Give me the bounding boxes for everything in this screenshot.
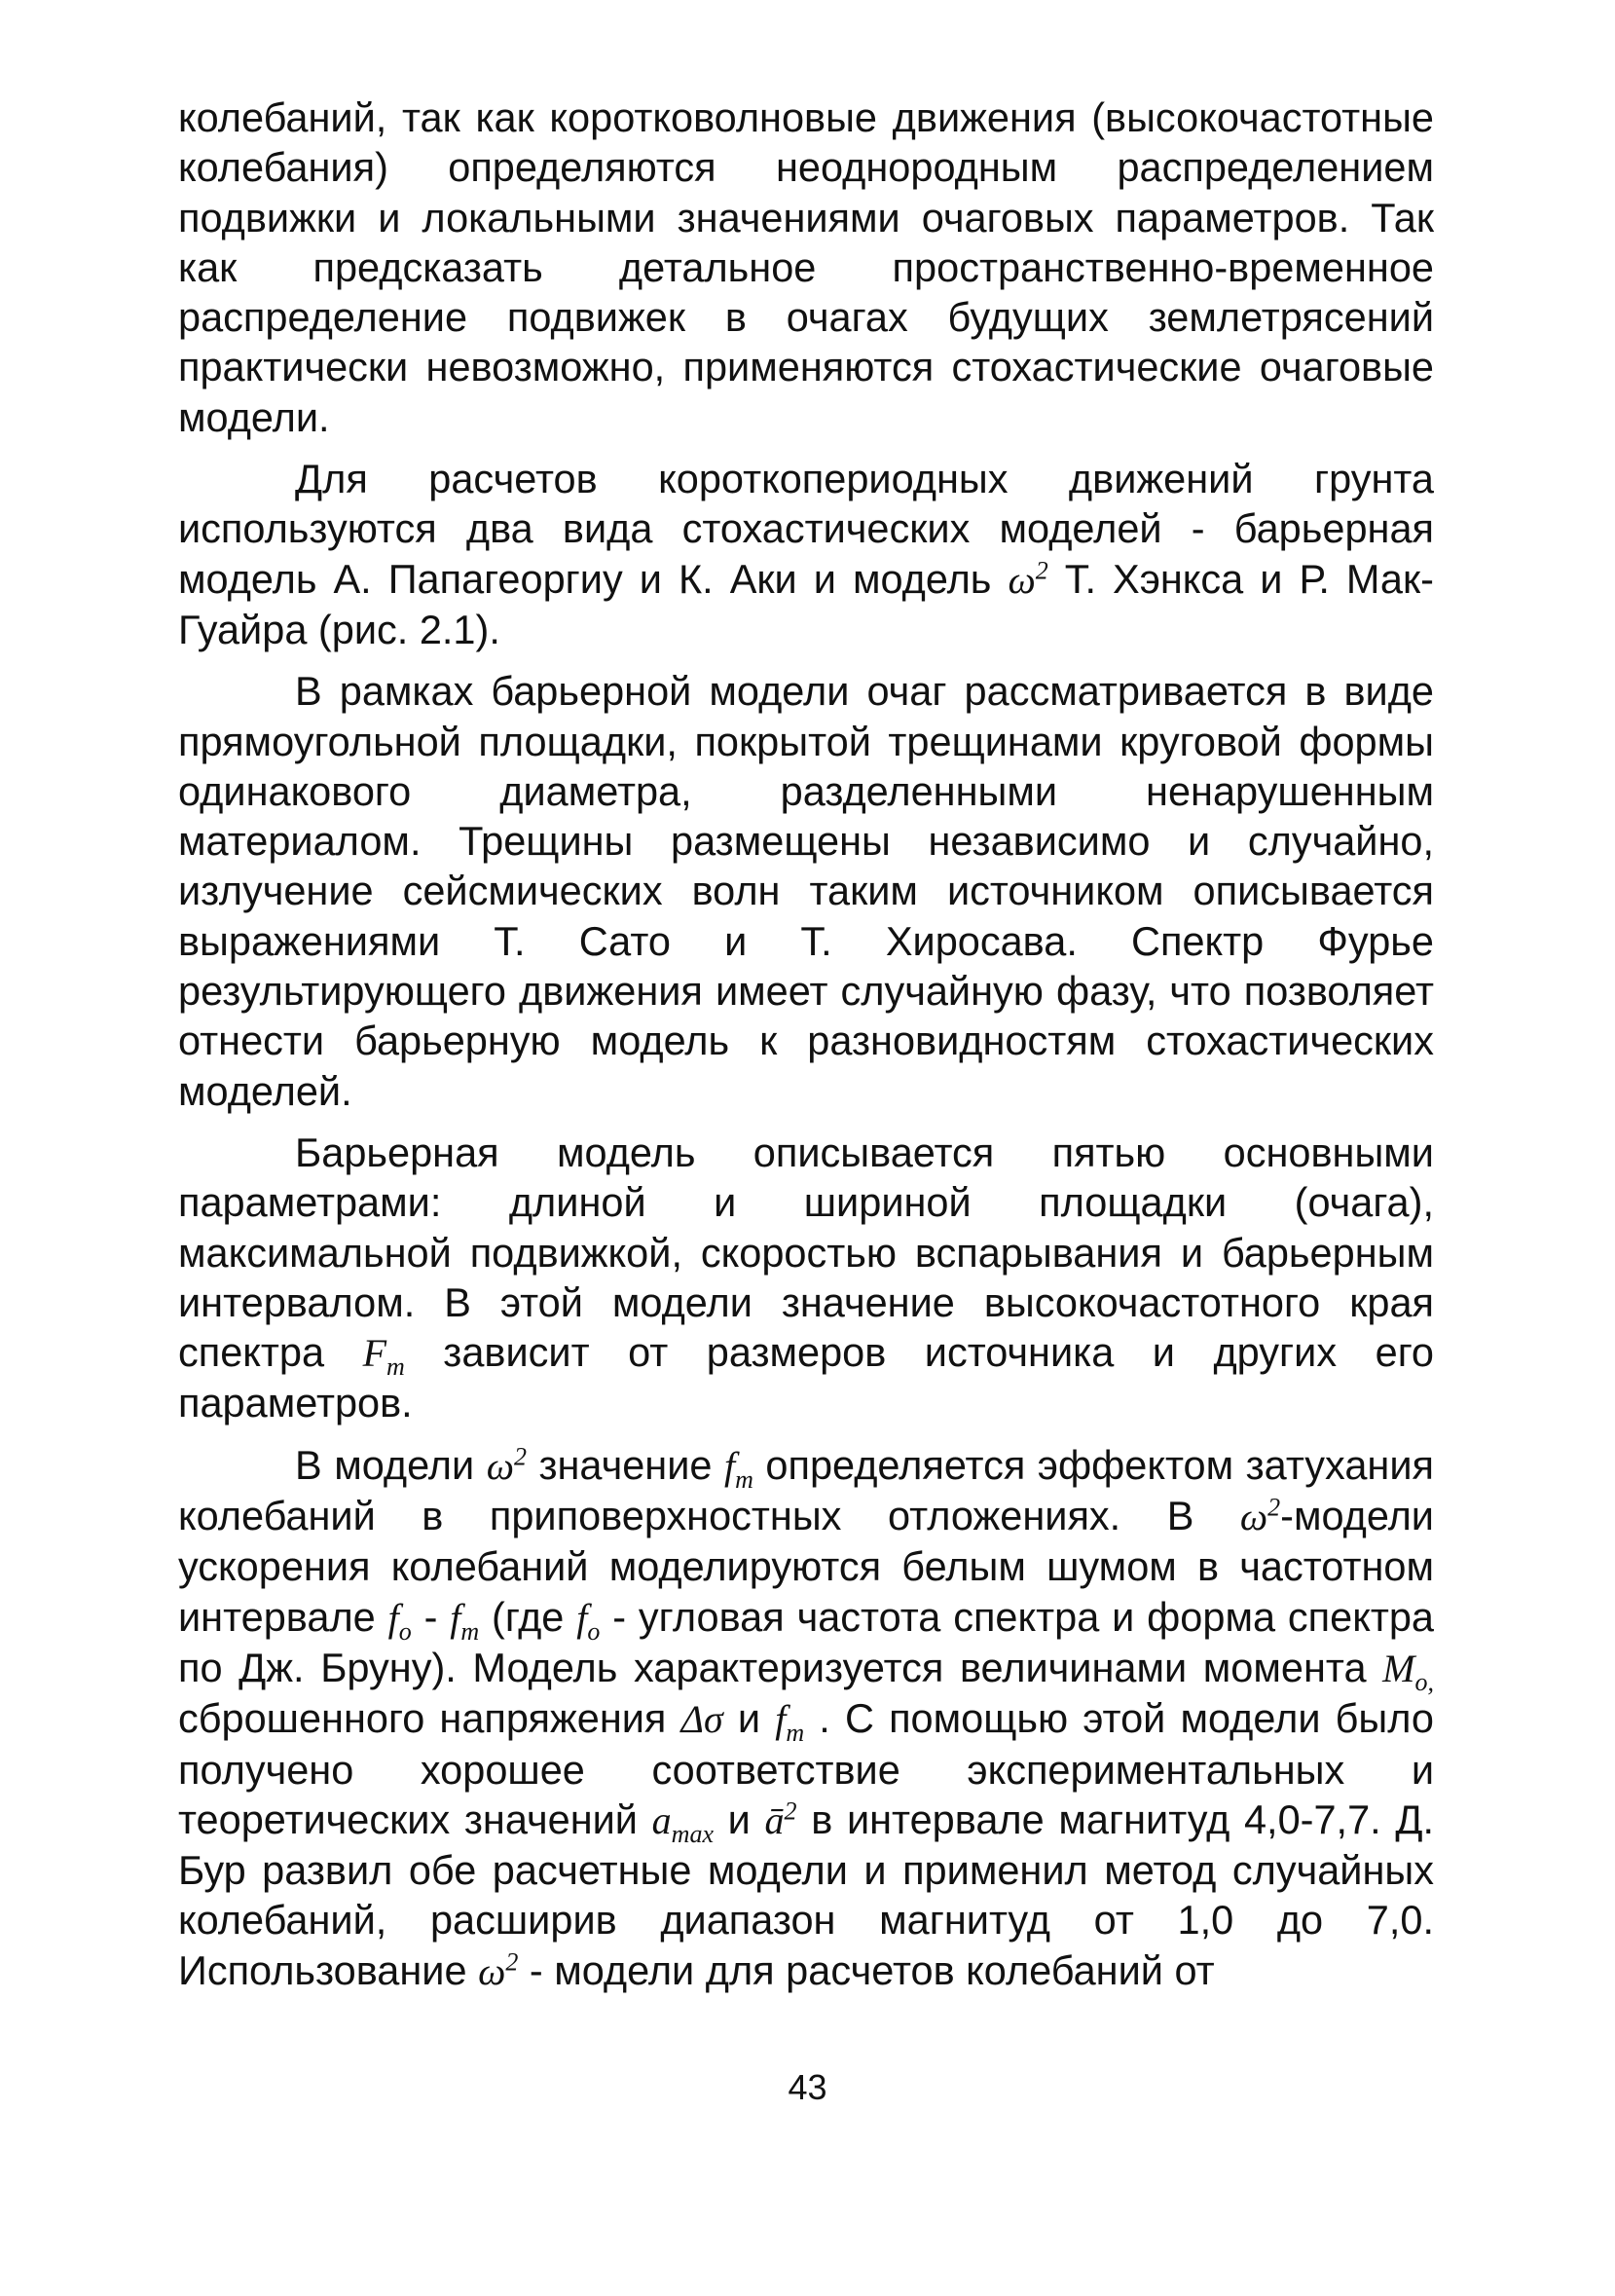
math-base: f — [775, 1697, 787, 1742]
math-symbol — [724, 1443, 753, 1494]
math-superscript: 2 — [1267, 1493, 1281, 1522]
math-symbol — [765, 1798, 797, 1842]
math-symbol — [487, 1444, 527, 1488]
math-subscript: m — [786, 1719, 805, 1748]
math-subscript: m — [460, 1616, 480, 1646]
text-run: колебаний, так как коротковолновые движения (высокочастотные колебания) определяются неоднородным распределением подвижки и локальными значениями очаговых параметров. Так как предсказать детальное пространственно-временное распределение подвижек в очагах будущих землетрясений практически невозможно, применяются стохастические очаговые модели. — [178, 94, 1434, 440]
math-symbol — [775, 1697, 805, 1748]
text-run: и — [722, 1695, 776, 1742]
math-subscript: max — [671, 1819, 714, 1848]
text-run: - модели для расчетов колебаний от — [518, 1946, 1215, 1993]
math-symbol — [576, 1595, 601, 1646]
body-text — [178, 93, 1434, 1996]
text-run: зависит от размеров источника и других его параметров. — [178, 1329, 1434, 1426]
math-base: f — [387, 1595, 399, 1640]
math-subscript: o, — [1414, 1667, 1434, 1696]
math-base: a — [651, 1797, 672, 1842]
text-run: . С помощью этой модели было получено хорошее соответствие экспериментальных и теоретических значений — [178, 1695, 1434, 1842]
math-subscript: o — [587, 1616, 601, 1646]
paragraph — [178, 666, 1434, 1116]
page-number: 43 — [788, 2067, 827, 2107]
text-run: - угловая частота спектра и форма спектра по Дж. Бруну). Модель характеризуется величинами момента — [178, 1593, 1435, 1690]
text-run: В модели — [295, 1441, 487, 1488]
math-base: M — [1382, 1646, 1415, 1690]
text-run: -модели ускорения колебаний моделируются белым шумом в частотном интервале — [178, 1493, 1434, 1640]
paragraph — [178, 93, 1434, 442]
text-run: Для расчетов короткопериодных движений грунта используются два вида стохастических моделей - барьерная модель А. Папагеоргиу и К. Аки и модель — [178, 456, 1434, 602]
text-run: (где — [479, 1593, 577, 1640]
math-symbol — [1240, 1495, 1280, 1538]
text-run: в интервале магнитуд 4,0-7,7. Д. Бур развил обе расчетные модели и применил метод случайных колебаний, расширив диапазон магнитуд от 1,0 до 7,0. Использование — [178, 1796, 1435, 1993]
text-run: определяется эффектом затухания колебаний в приповерхностных отложениях. В — [178, 1441, 1434, 1539]
math-superscript: 2 — [513, 1442, 527, 1471]
math-symbol — [362, 1331, 405, 1382]
paragraph — [178, 454, 1434, 654]
text-run: Т. Хэнкса и Р. Мак-Гуайра (рис. 2.1). — [178, 555, 1434, 652]
math-base: ω — [478, 1948, 506, 1993]
math-subscript: o — [398, 1616, 412, 1646]
math-base: f — [576, 1595, 588, 1640]
math-symbol — [651, 1797, 714, 1848]
text-run: и — [714, 1796, 765, 1842]
text-run: Барьерная модель описывается пятью основными параметрами: длиной и шириной площадки (очага), максимальной подвижкой, скоростью вспарывания и барьерным интервалом. В этой модели значение высокочастотного края спектра — [178, 1129, 1434, 1376]
paragraph — [178, 1440, 1434, 1996]
text-run: сброшенного напряжения — [178, 1695, 681, 1742]
text-run: - — [411, 1593, 451, 1640]
paragraph — [178, 1128, 1434, 1428]
math-base: f — [450, 1595, 461, 1640]
math-symbol — [1382, 1646, 1434, 1696]
math-symbol — [1008, 558, 1047, 602]
math-superscript: 2 — [784, 1796, 797, 1826]
math-base: ω — [1008, 557, 1036, 602]
math-symbol — [450, 1595, 480, 1646]
text-run: значение — [526, 1441, 724, 1488]
math-base: ω — [486, 1443, 514, 1488]
math-symbol — [681, 1697, 723, 1741]
math-base: f — [724, 1443, 736, 1488]
math-base: ā — [764, 1797, 785, 1842]
math-base: F — [362, 1331, 387, 1376]
math-subscript: m — [386, 1352, 405, 1382]
math-superscript: 2 — [1035, 556, 1048, 585]
math-symbol — [478, 1949, 518, 1993]
math-subscript: m — [735, 1464, 753, 1494]
math-superscript: 2 — [505, 1947, 519, 1977]
math-symbol — [387, 1595, 412, 1646]
math-base: ω — [1239, 1495, 1268, 1539]
math-base: Δσ — [680, 1697, 723, 1742]
text-run: В рамках барьерной модели очаг рассматривается в виде прямоугольной площадки, покрытой трещинами круговой формы одинакового диаметра, разделенными ненарушенным материалом. Трещины размещены независимо и случайно, излучение сейсмических волн таким источником описывается выражениями Т. Сато и Т. Хиросава. Спектр Фурье результирующего движения имеет случайную фазу, что позволяет отнести барьерную модель к разновидностям стохастических моделей. — [178, 668, 1434, 1114]
